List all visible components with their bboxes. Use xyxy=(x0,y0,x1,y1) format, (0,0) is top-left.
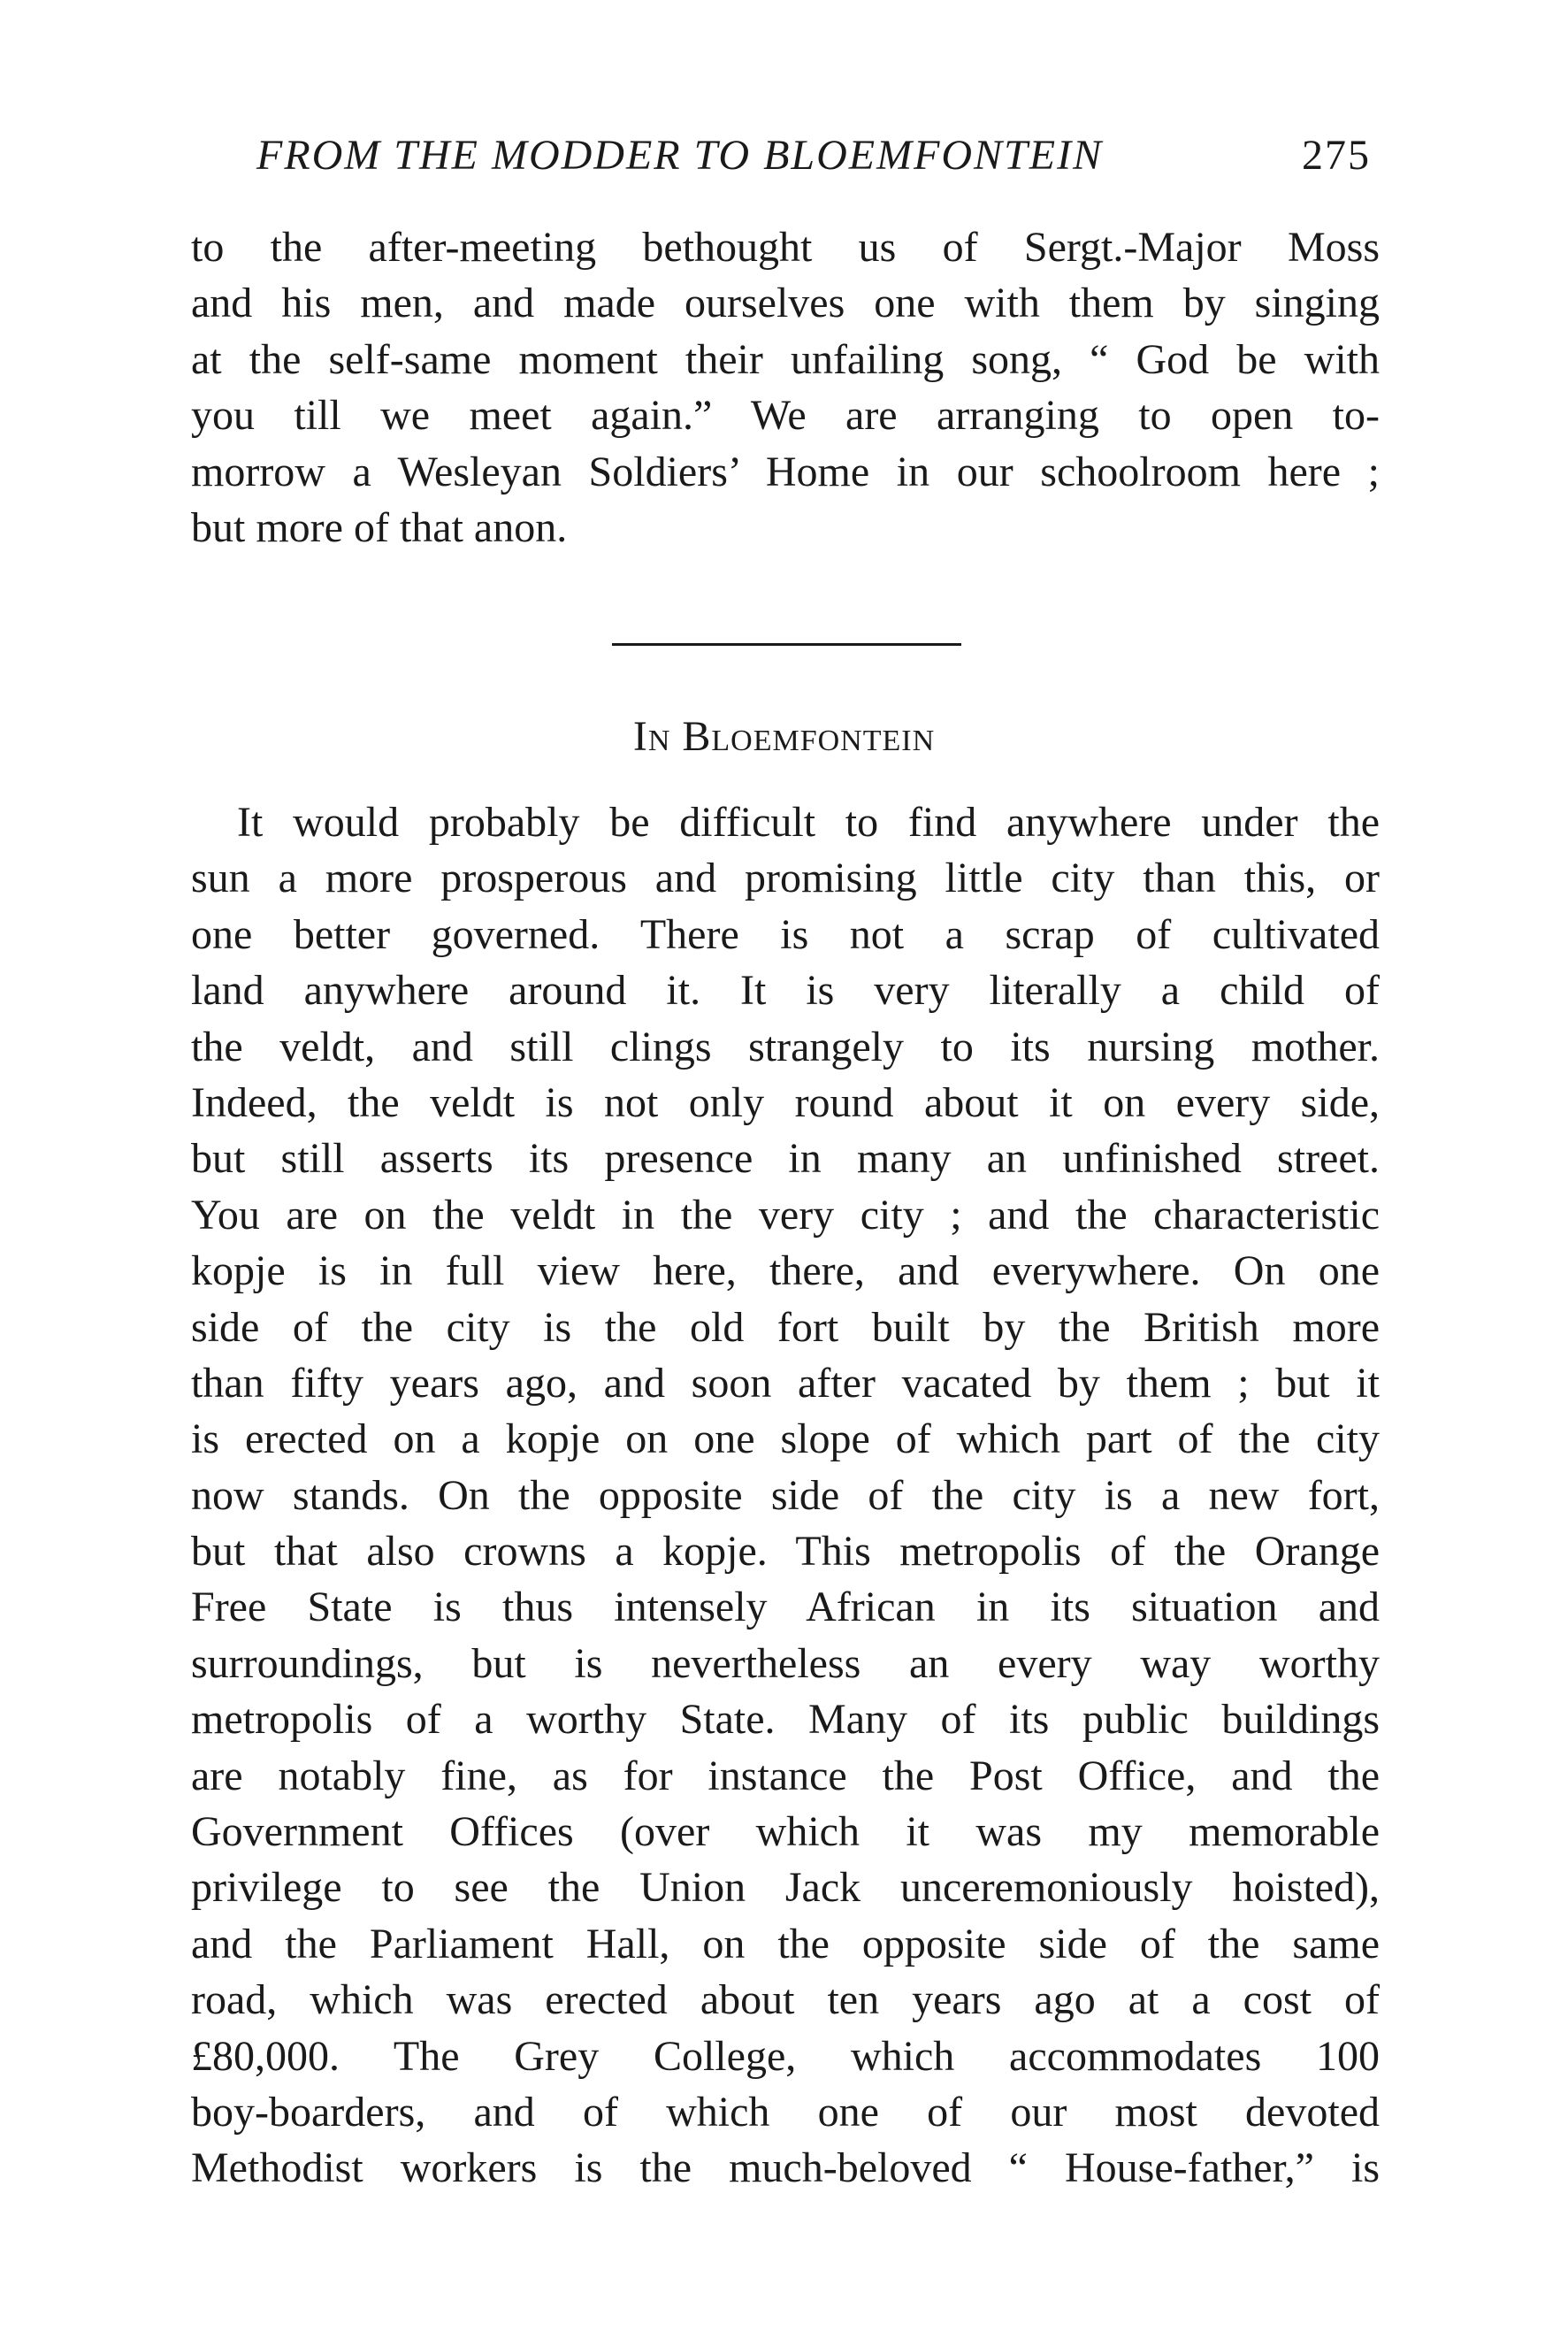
text-line: kopje is in full view here, there, and everywhere. On one xyxy=(191,1247,1380,1295)
text-line: you till we meet again.” We are arranging to open to- xyxy=(191,392,1380,440)
text-line: Indeed, the veldt is not only round about it on every side, xyxy=(191,1078,1380,1126)
running-title: FROM THE MODDER TO BLOEMFONTEIN xyxy=(256,132,1104,179)
text-line: metropolis of a worthy State. Many of its public buildings xyxy=(191,1696,1380,1744)
text-line: boy-boarders, and of which one of our most devoted xyxy=(191,2088,1380,2136)
text-line: than fifty years ago, and soon after vacated by them ; but it xyxy=(191,1359,1380,1407)
section-divider-rule xyxy=(612,643,961,646)
text-line: £80,000. The Grey College, which accommodates 100 xyxy=(191,2032,1380,2080)
text-line: at the self-same moment their unfailing song, “ God be with xyxy=(191,335,1380,383)
continued-paragraph xyxy=(191,219,1380,556)
text-line: road, which was erected about ten years ago at a cost of xyxy=(191,1976,1380,2024)
running-head xyxy=(256,131,1371,193)
text-line: sun a more prosperous and promising little city than this, or xyxy=(191,855,1380,902)
text-line: Methodist workers is the much-beloved “ House-father,” is xyxy=(191,2144,1380,2192)
text-line: privilege to see the Union Jack unceremoniously hoisted), xyxy=(191,1864,1380,1912)
text-line: It would probably be difficult to find anywhere under the xyxy=(237,799,1380,846)
text-line: but more of that anon. xyxy=(191,503,568,551)
text-line: one better governed. There is not a scrap of cultivated xyxy=(191,910,1380,958)
text-line: land anywhere around it. It is very literally a child of xyxy=(191,967,1380,1015)
text-line: and his men, and made ourselves one with them by singing xyxy=(191,280,1380,327)
section-paragraph xyxy=(191,794,1380,2197)
page-number: 275 xyxy=(1302,132,1371,179)
text-line: is erected on a kopje on one slope of which part of the city xyxy=(191,1415,1380,1463)
text-line: now stands. On the opposite side of the city is a new fort, xyxy=(191,1471,1380,1519)
text-line: morrow a Wesleyan Soldiers’ Home in our schoolroom here ; xyxy=(191,448,1380,495)
text-line: to the after-meeting bethought us of Sergt.-Major Moss xyxy=(191,224,1380,271)
text-line: and the Parliament Hall, on the opposite side of the same xyxy=(191,1920,1380,1967)
text-line: the veldt, and still clings strangely to its nursing mother. xyxy=(191,1023,1380,1070)
text-line: but that also crowns a kopje. This metropolis of the Orange xyxy=(191,1528,1380,1576)
text-line: Government Offices (over which it was my memorable xyxy=(191,1808,1380,1856)
text-line: but still asserts its presence in many an unfinished street. xyxy=(191,1135,1380,1183)
text-line: are notably fine, as for instance the Post Office, and the xyxy=(191,1752,1380,1799)
text-line: side of the city is the old fort built by the British more xyxy=(191,1303,1380,1351)
text-line: You are on the veldt in the very city ; and the characteristic xyxy=(191,1191,1380,1239)
text-line: surroundings, but is nevertheless an every way worthy xyxy=(191,1639,1380,1687)
section-heading: In Bloemfontein xyxy=(632,713,936,760)
text-line: Free State is thus intensely African in its situation and xyxy=(191,1584,1380,1631)
